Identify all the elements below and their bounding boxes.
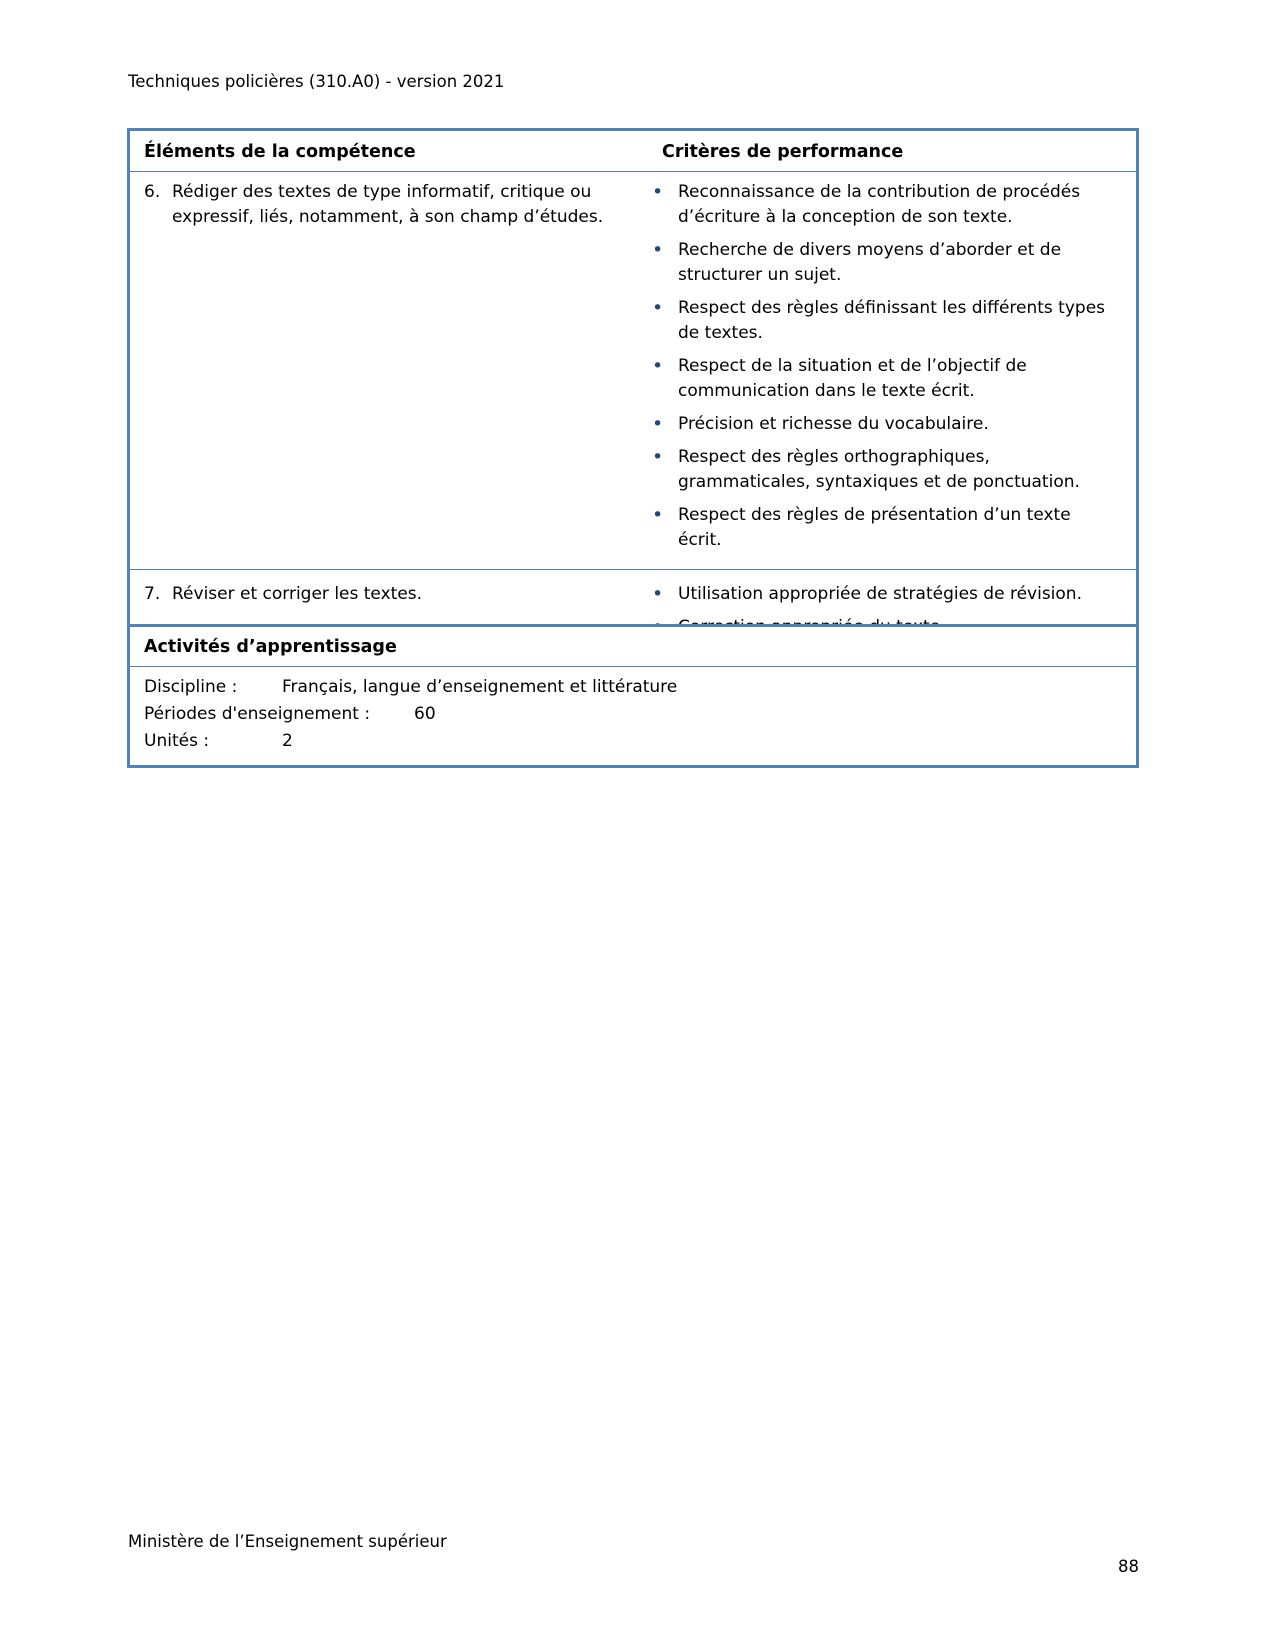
activities-body xyxy=(130,667,1136,765)
criterion-item: • Précision et richesse du vocabulaire. xyxy=(648,412,1115,437)
criterion-item: • Respect des règles définissant les différents types de textes. xyxy=(648,296,1115,346)
criteria-list xyxy=(648,180,1136,553)
activities-table xyxy=(127,624,1139,768)
element-number: 6. xyxy=(144,182,161,202)
criterion-item: • Respect des règles de présentation d’un texte écrit. xyxy=(648,503,1115,553)
activity-row-unites xyxy=(144,728,1122,755)
column-header-elements: Éléments de la compétence xyxy=(144,142,416,162)
criterion-item: • Utilisation appropriée de stratégies de révision. xyxy=(648,582,1115,607)
periodes-label: Périodes d'enseignement : xyxy=(144,704,371,724)
unites-value: 2 xyxy=(282,731,293,751)
discipline-value: Français, langue d’enseignement et littérature xyxy=(282,677,678,697)
activity-row-discipline xyxy=(144,674,1122,701)
periodes-value: 60 xyxy=(414,704,436,724)
criterion-item: • Reconnaissance de la contribution de procédés d’écriture à la conception de son texte. xyxy=(648,180,1115,230)
activity-row-periodes xyxy=(144,701,1122,728)
criteria-cell xyxy=(648,180,1136,553)
criterion-item: • Respect de la situation et de l’objectif de communication dans le texte écrit. xyxy=(648,354,1115,404)
footer-ministry: Ministère de l’Enseignement supérieur xyxy=(128,1532,447,1551)
competency-table-header-row xyxy=(130,131,1136,172)
document-header: Techniques policières (310.A0) - version 2021 xyxy=(128,72,505,91)
element-cell xyxy=(130,180,648,553)
page-number: 88 xyxy=(1118,1557,1139,1576)
competency-table xyxy=(127,128,1139,651)
column-header-criteria: Critères de performance xyxy=(662,142,904,162)
criterion-item: • Respect des règles orthographiques, grammaticales, syntaxiques et de ponctuation. xyxy=(648,445,1115,495)
element-text: Réviser et corriger les textes. xyxy=(172,584,423,604)
criterion-item: • Recherche de divers moyens d’aborder et de structurer un sujet. xyxy=(648,238,1115,288)
element-number: 7. xyxy=(144,584,161,604)
activities-title: Activités d’apprentissage xyxy=(130,627,1136,667)
unites-label: Unités : xyxy=(144,731,210,751)
discipline-label: Discipline : xyxy=(144,677,238,697)
table-row xyxy=(130,172,1136,569)
element-text: Rédiger des textes de type informatif, critique ou expressif, liés, notamment, à son champ d’études. xyxy=(172,182,604,227)
